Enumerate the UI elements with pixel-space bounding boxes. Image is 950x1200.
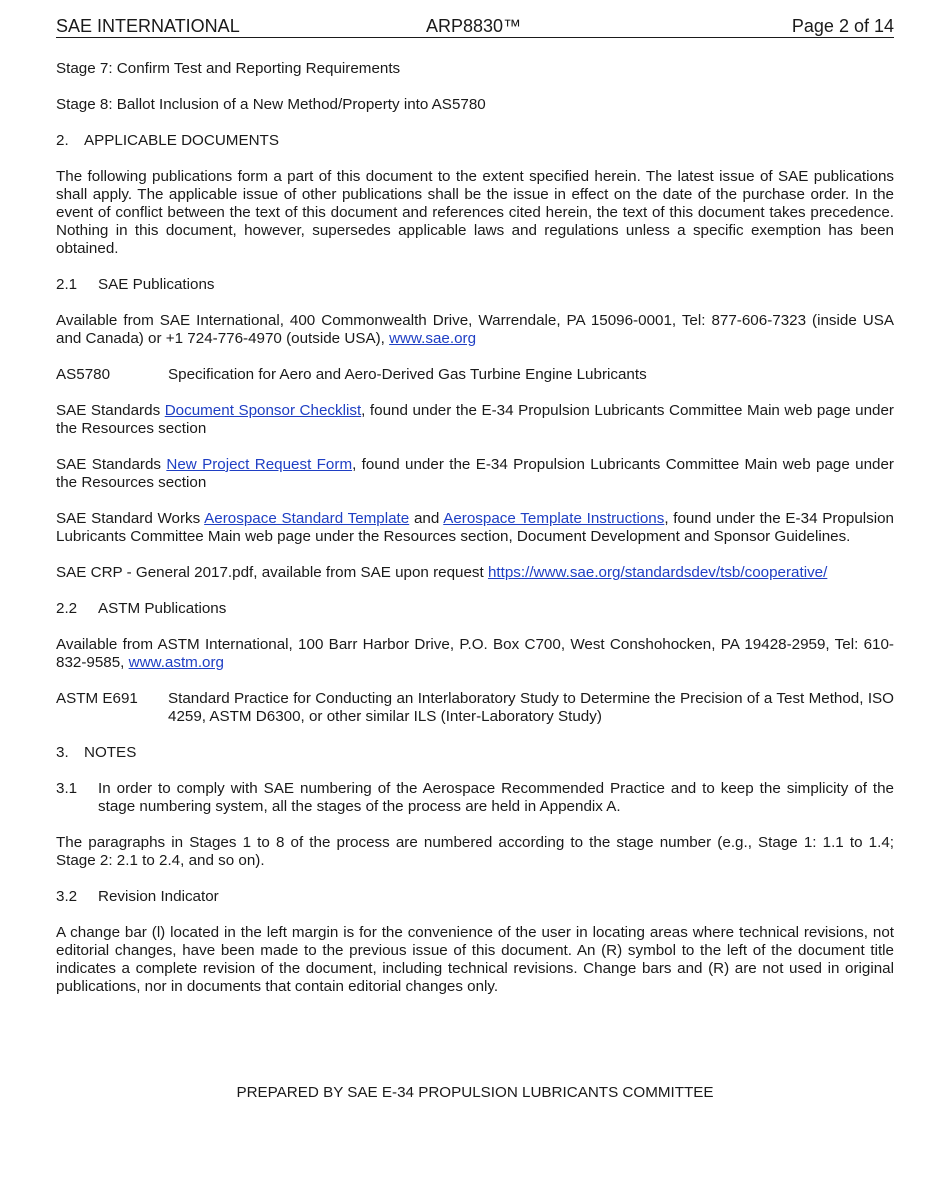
stage7-line: Stage 7: Confirm Test and Reporting Requirements [56, 60, 401, 77]
works-middle: and [409, 510, 444, 527]
section-3-number: 3. [56, 744, 69, 761]
astm-e691-code: ASTM E691 [56, 690, 138, 707]
section-3-1 [56, 780, 894, 816]
astm-website-link[interactable]: www.astm.org [128, 654, 224, 671]
header-doc-id: ARP8830™ [426, 16, 522, 36]
sponsor-checklist-paragraph [56, 402, 894, 438]
section-2-2-title: ASTM Publications [98, 600, 227, 617]
as5780-description: Specification for Aero and Aero-Derived Gas Turbine Engine Lubricants [168, 366, 647, 383]
section-2-intro: The following publications form a part of this document to the extent specified herein. The latest issue of SAE publications shall apply. The applicable issue of other publications shall be the issue in effect on the date of the purchase order. In the event of conflict between the text of this document and references cited herein, the text of this document takes precedence. Nothing in this document, however, supersedes applicable laws and regulations unless a specific exemption has been obtained. [56, 168, 894, 257]
astm-e691-reference [56, 690, 894, 726]
project-request-paragraph [56, 456, 894, 492]
section-3-1-text: In order to comply with SAE numbering of the Aerospace Recommended Practice and to keep the simplicity of the stage numbering system, all the stages of the process are held in Appendix A. [98, 780, 894, 815]
astm-availability [56, 636, 894, 672]
sae-availability-text: Available from SAE International, 400 Commonwealth Drive, Warrendale, PA 15096-0001, Tel: 877-606-7323 (inside USA and Canada) or +1 724-776-4970 (outside USA), [56, 312, 894, 347]
section-3-heading [56, 744, 894, 762]
sae-availability [56, 312, 894, 348]
new-project-request-form-link[interactable]: New Project Request Form [166, 456, 353, 473]
section-2-2-number: 2.2 [56, 600, 78, 617]
section-2-2-heading [56, 600, 894, 618]
works-prefix: SAE Standard Works [56, 510, 205, 527]
sae-website-link[interactable]: www.sae.org [389, 330, 477, 347]
section-3-2-number: 3.2 [56, 888, 78, 905]
aerospace-standard-template-link[interactable]: Aerospace Standard Template [204, 510, 410, 527]
aerospace-template-instructions-link[interactable]: Aerospace Template Instructions [443, 510, 665, 527]
crp-paragraph [56, 564, 894, 582]
section-3-1-number: 3.1 [56, 780, 78, 797]
checklist-prefix: SAE Standards [56, 402, 165, 419]
crp-prefix: SAE CRP - General 2017.pdf, available from SAE upon request [56, 564, 488, 581]
section-2-1-heading [56, 276, 894, 294]
astm-availability-text: Available from ASTM International, 100 Barr Harbor Drive, P.O. Box C700, West Conshohocken, PA 19428-2959, Tel: 610-832-9585, [56, 636, 894, 671]
request-prefix: SAE Standards [56, 456, 167, 473]
section-2-title: APPLICABLE DOCUMENTS [84, 132, 279, 149]
page-footer: PREPARED BY SAE E-34 PROPULSION LUBRICANTS COMMITTEE [236, 1084, 714, 1101]
standard-works-paragraph [56, 510, 894, 546]
stage-numbering-paragraph: The paragraphs in Stages 1 to 8 of the process are numbered according to the stage number (e.g., Stage 1: 1.1 to 1.4; Stage 2: 2.1 to 2.4, and so on). [56, 834, 894, 869]
header-page-number: Page 2 of 14 [791, 16, 894, 36]
as5780-reference [56, 366, 894, 384]
sae-cooperative-link[interactable]: https://www.sae.org/standardsdev/tsb/cooperative/ [487, 564, 828, 581]
works-suffix: , found under the E-34 Propulsion Lubricants Committee Main web page under the Resources section, Document Development and Sponsor Guidelines. [56, 510, 895, 545]
section-2-number: 2. [56, 132, 69, 149]
stage8-line: Stage 8: Ballot Inclusion of a New Method/Property into AS5780 [56, 96, 486, 113]
section-2-heading [56, 132, 894, 150]
document-sponsor-checklist-link[interactable]: Document Sponsor Checklist [164, 402, 362, 419]
request-suffix: , found under the E-34 Propulsion Lubricants Committee Main web page under the Resources section [56, 456, 894, 491]
as5780-code: AS5780 [56, 366, 111, 383]
section-3-2-heading [56, 888, 894, 906]
section-3-title: NOTES [84, 744, 137, 761]
page-header [56, 15, 894, 38]
section-2-1-number: 2.1 [56, 276, 78, 293]
astm-e691-description: Standard Practice for Conducting an Interlaboratory Study to Determine the Precision of a Test Method, ISO 4259, ASTM D6300, or other similar ILS (Inter-Laboratory Study) [168, 690, 894, 725]
section-3-2-title: Revision Indicator [98, 888, 219, 905]
revision-indicator-text: A change bar (l) located in the left margin is for the convenience of the user in locating areas where technical revisions, not editorial changes, have been made to the previous issue of this document. An (R) symbol to the left of the document title indicates a complete revision of the document, including technical revisions. Change bars and (R) are not used in original publications, nor in documents that contain editorial changes only. [56, 924, 894, 995]
header-org: SAE INTERNATIONAL [56, 16, 240, 36]
document-body [56, 60, 894, 996]
section-2-1-title: SAE Publications [98, 276, 215, 293]
checklist-suffix: , found under the E-34 Propulsion Lubricants Committee Main web page under the Resources section [56, 402, 894, 437]
